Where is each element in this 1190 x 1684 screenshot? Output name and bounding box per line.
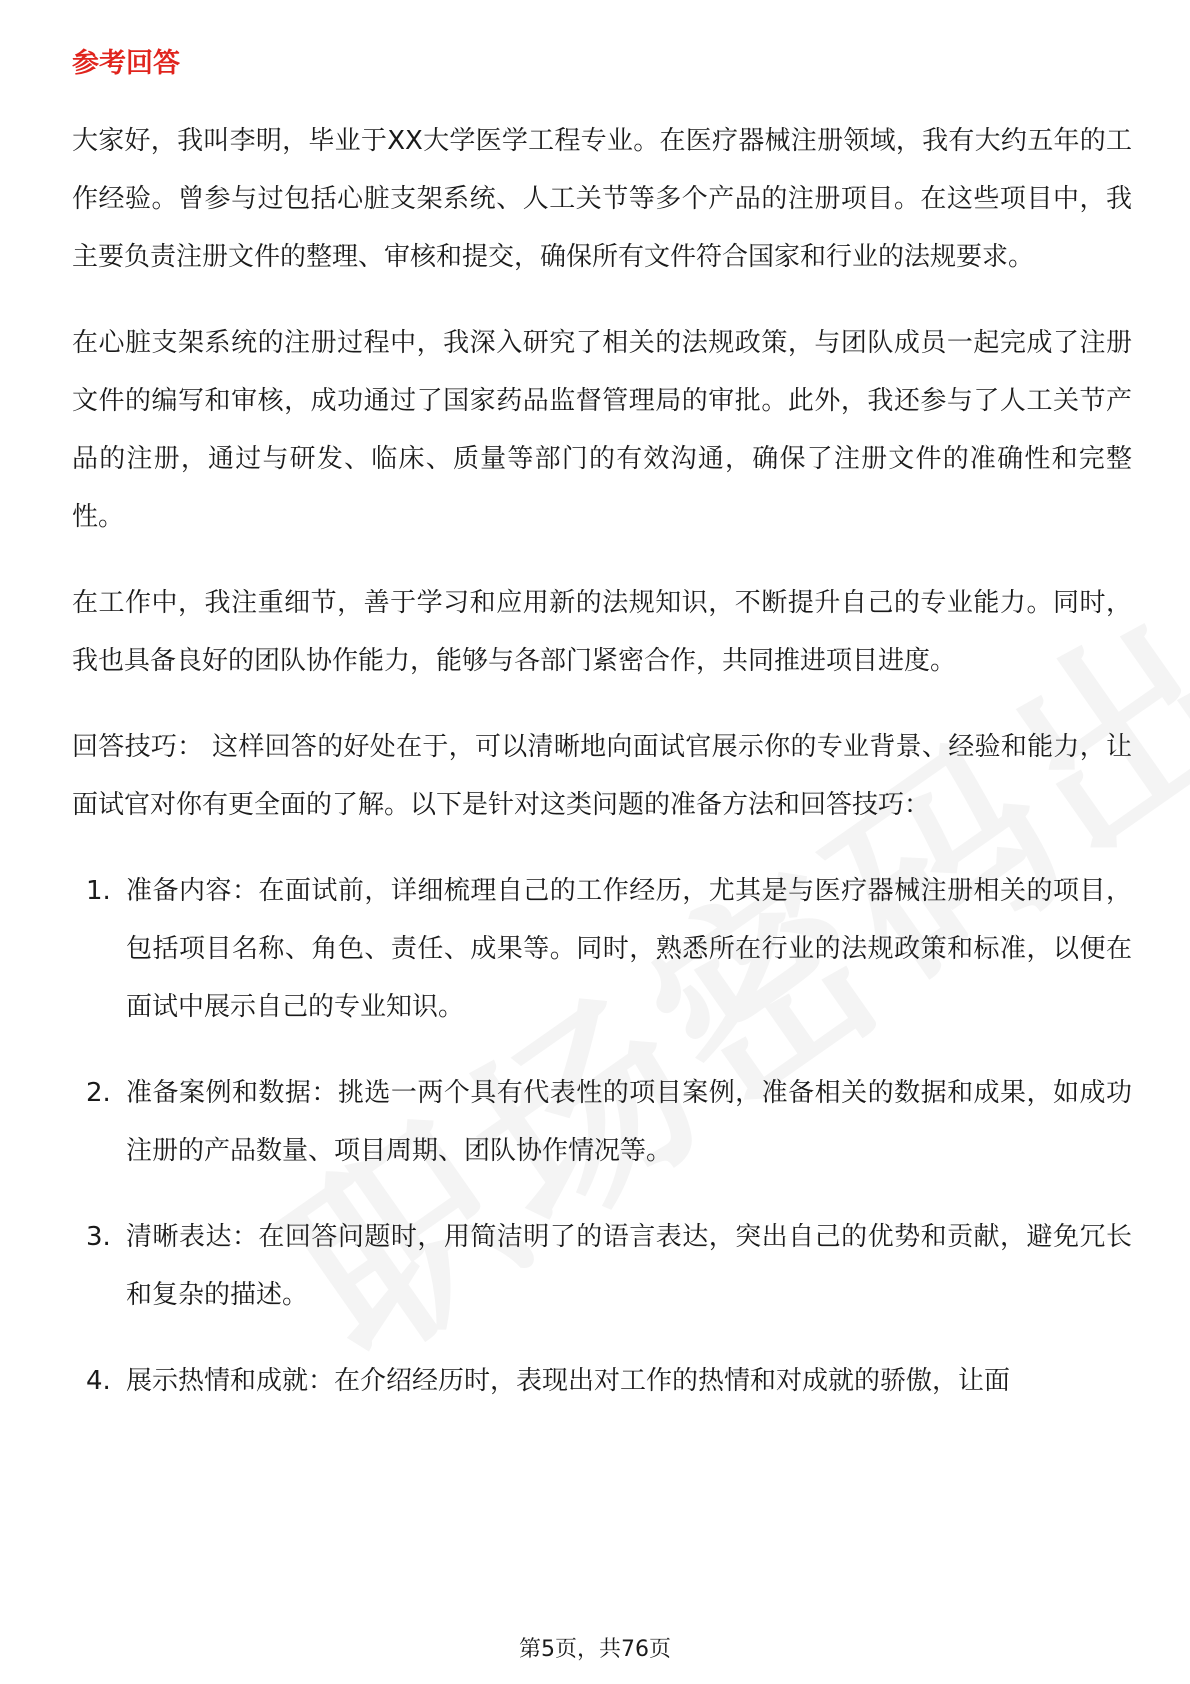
list-item-text: 展示热情和成就：在介绍经历时，表现出对工作的热情和对成就的骄傲，让面 [126,1366,1011,1396]
paragraph-intro: 大家好，我叫李明，毕业于XX大学医学工程专业。在医疗器械注册领域，我有大约五年的工作经验。曾参与过包括心脏支架系统、人工关节等多个产品的注册项目。在这些项目中，我主要负责注册文件的整理、审核和提交，确保所有文件符合国家和行业的法规要求。 [72,126,1132,272]
paragraph-tips: 回答技巧： 这样回答的好处在于，可以清晰地向面试官展示你的专业背景、经验和能力，让面试官对你有更全面的了解。以下是针对这类问题的准备方法和回答技巧： [72,732,1132,820]
list-item-number: 1. [86,876,111,906]
list-item-number: 2. [86,1078,111,1108]
paragraph-strengths: 在工作中，我注重细节，善于学习和应用新的法规知识，不断提升自己的专业能力。同时，我也具备良好的团队协作能力，能够与各部门紧密合作，共同推进项目进度。 [72,588,1132,676]
list-item-number: 4. [86,1366,111,1396]
list-item-text: 准备内容：在面试前，详细梳理自己的工作经历，尤其是与医疗器械注册相关的项目，包括项目名称、角色、责任、成果等。同时，熟悉所在行业的法规政策和标准，以便在面试中展示自己的专业知识。 [126,876,1132,1022]
list-item-number: 3. [86,1222,111,1252]
page-footer: 第5页，共76页 [519,1637,671,1662]
list-item-text: 准备案例和数据：挑选一两个具有代表性的项目案例，准备相关的数据和成果，如成功注册的产品数量、项目周期、团队协作情况等。 [126,1078,1132,1166]
list-item [72,1064,1132,1180]
paragraph-project: 在心脏支架系统的注册过程中，我深入研究了相关的法规政策，与团队成员一起完成了注册文件的编写和审核，成功通过了国家药品监督管理局的审批。此外，我还参与了人工关节产品的注册，通过与研发、临床、质量等部门的有效沟通，确保了注册文件的准确性和完整性。 [72,328,1132,532]
list-item [72,1352,1132,1410]
list-item [72,862,1132,1036]
list-item [72,1208,1132,1324]
tips-list [72,862,1132,1410]
page-content [72,44,1132,1438]
list-item-text: 清晰表达：在回答问题时，用简洁明了的语言表达，突出自己的优势和贡献，避免冗长和复杂的描述。 [126,1222,1132,1310]
section-heading: 参考回答 [72,48,180,79]
